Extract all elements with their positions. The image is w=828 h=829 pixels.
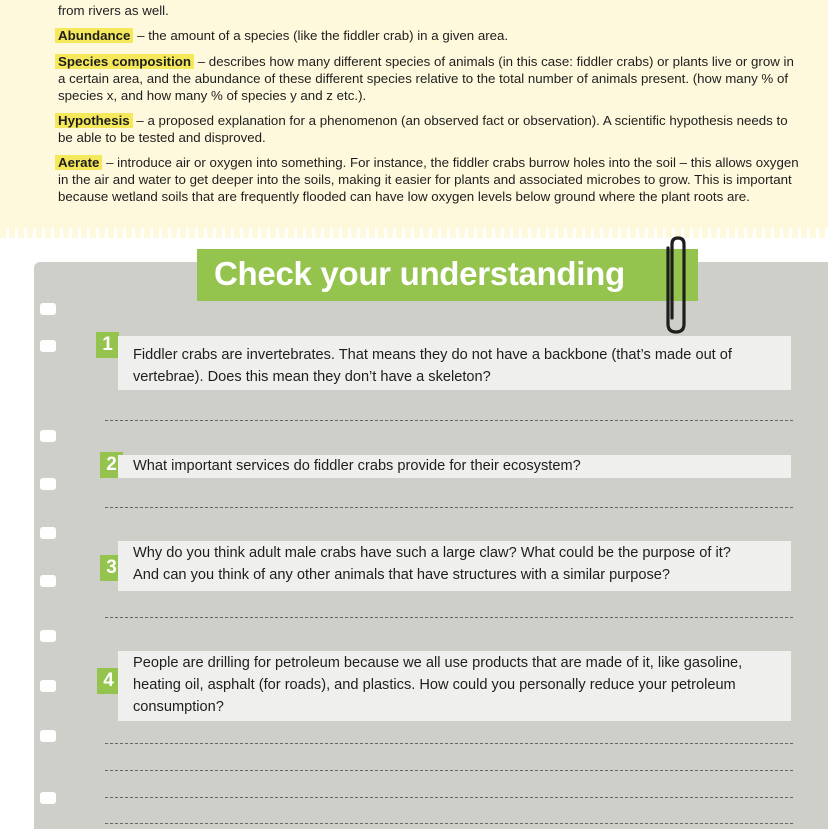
paperclip-icon (654, 236, 694, 336)
glossary-border (0, 228, 828, 238)
question-text-4 (133, 652, 793, 718)
binder-hole (40, 680, 56, 692)
binder-hole (40, 792, 56, 804)
glossary-entry-species-composition (58, 53, 828, 104)
binder-hole (40, 730, 56, 742)
aerate-def-line-2: in the air and water to get deeper into the soils, making it easier for plants and associated microbes to grow. This is important (58, 172, 792, 187)
binder-hole (40, 630, 56, 642)
answer-line[interactable] (105, 743, 793, 744)
hypothesis-def-line-1: – a proposed explanation for a phenomenon (an observed fact or observation). A scientific hypothesis needs to (132, 113, 788, 128)
question-number-4: 4 (97, 668, 120, 694)
glossary-intro-line: from rivers as well. (58, 3, 169, 18)
answer-line[interactable] (105, 770, 793, 771)
question-text-1 (133, 344, 793, 388)
binder-hole (40, 340, 56, 352)
question-2-line-1: What important services do fiddler crabs provide for their ecosystem? (133, 458, 581, 474)
term-hypothesis: Hypothesis (55, 113, 133, 128)
binder-hole (40, 478, 56, 490)
binder-hole (40, 303, 56, 315)
binder-hole (40, 527, 56, 539)
binder-hole (40, 575, 56, 587)
hypothesis-def-line-2: be able to be tested and disproved. (58, 130, 266, 145)
glossary-entry-hypothesis (58, 112, 828, 146)
question-4-line-2: heating oil, asphalt (for roads), and plastics. How could you personally reduce your petroleum (133, 677, 736, 693)
question-text-3 (133, 542, 793, 586)
binder-hole (40, 430, 56, 442)
species-composition-def-line-3: species x, and how many % of species y and z etc.). (58, 88, 367, 103)
term-species-composition: Species composition (55, 54, 194, 69)
question-3-line-2: And can you think of any other animals that have structures with a similar purpose? (133, 567, 671, 583)
answer-line[interactable] (105, 507, 793, 508)
aerate-def-line-3: because wetland soils that are frequently flooded can have low oxygen levels below ground where the plant roots are. (58, 189, 750, 204)
glossary-entry-aerate (58, 154, 828, 205)
answer-line[interactable] (105, 420, 793, 421)
term-abundance: Abundance (55, 28, 133, 43)
question-3-line-1: Why do you think adult male crabs have such a large claw? What could be the purpose of it? (133, 545, 731, 561)
species-composition-def-line-2: a certain area, and the abundance of these different species relative to the total number of animals present. (how many % of (58, 71, 789, 86)
question-number-1: 1 (96, 332, 119, 358)
species-composition-def-line-1: – describes how many different species of animals (in this case: fiddler crabs) or plants live or grow in (194, 54, 794, 69)
abundance-definition: – the amount of a species (like the fiddler crab) in a given area. (133, 28, 509, 43)
answer-line[interactable] (105, 823, 793, 824)
aerate-def-line-1: – introduce air or oxygen into something. For instance, the fiddler crabs burrow holes into the soil – this allows oxygen (102, 155, 799, 170)
question-number-3: 3 (100, 555, 123, 581)
answer-line[interactable] (105, 797, 793, 798)
section-title: Check your understanding (214, 255, 625, 292)
question-text-2 (133, 455, 793, 477)
question-1-line-1: Fiddler crabs are invertebrates. That means they do not have a backbone (that’s made out of (133, 347, 732, 363)
question-1-line-2: vertebrae). Does this mean they don’t have a skeleton? (133, 369, 491, 385)
question-number-2: 2 (100, 452, 123, 478)
question-4-line-1: People are drilling for petroleum because we all use products that are made of it, like gasoline, (133, 655, 743, 671)
term-aerate: Aerate (55, 155, 102, 170)
answer-line[interactable] (105, 617, 793, 618)
glossary-entry-abundance (58, 27, 828, 44)
question-4-line-3: consumption? (133, 699, 224, 715)
